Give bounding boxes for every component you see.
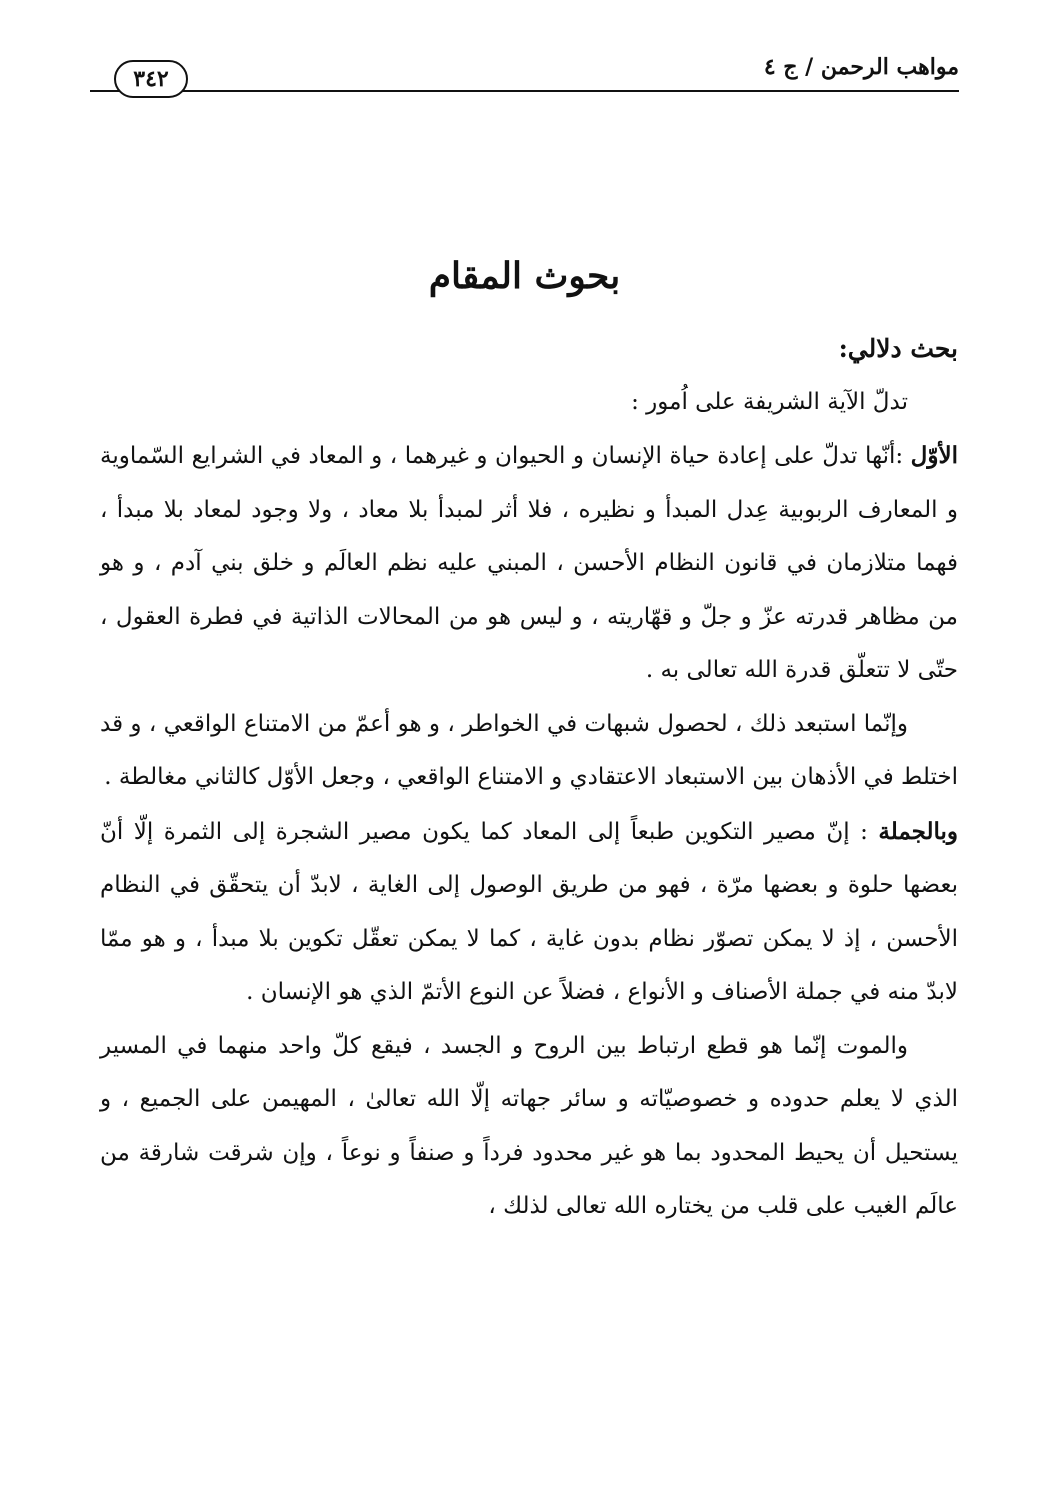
page-number: ٣٤٢ bbox=[114, 60, 188, 98]
paragraph-lead: وبالجملة bbox=[878, 817, 958, 845]
header-rule bbox=[90, 90, 959, 92]
paragraph-text: وإنّما استبعد ذلك ، لحصول شبهات في الخواطر ، و هو أعمّ من الامتناع الواقعي ، و قد اختلط في الأذهان بين الاستبعاد الاعتقادي و الامتناع الواقعي ، وجعل الأوّل كالثاني مغالطة . bbox=[100, 710, 958, 790]
paragraph-summary bbox=[100, 805, 958, 1020]
paragraph-text: : إنّ مصير التكوين طبعاً إلى المعاد كما يكون مصير الشجرة إلى الثمرة إلّا أنّ بعضها حلوة و بعضها مرّة ، فهو من طريق الوصول إلى الغاية ، لابدّ أن يتحقّق في النظام الأحسن ، إذ لا يمكن تصوّر نظام بدون غاية ، كما لا يمكن تعقّل تكوين بلا مبدأ ، و هو ممّا لابدّ منه في جملة الأصناف و الأنواع ، فضلاً عن النوع الأتمّ الذي هو الإنسان . bbox=[100, 818, 958, 1005]
paragraph-text: :أنّها تدلّ على إعادة حياة الإنسان و الحيوان و غيرهما ، و المعاد في الشرايع السّماوية و المعارف الربوبية عِدل المبدأ و نظيره ، فلا أثر لمبدأ بلا معاد ، ولا وجود لمعاد بلا مبدأ ، فهما متلازمان في قانون النظام الأحسن ، المبني عليه نظم العالَم و خلق بني آدم ، و هو من مظاهر قدرته عزّ و جلّ و قهّاريته ، و ليس هو من المحالات الذاتية في فطرة العقول ، حتّى لا تتعلّق قدرة الله تعالى به . bbox=[100, 443, 958, 683]
paragraph-text: تدلّ الآية الشريفة على اُمور : bbox=[631, 388, 908, 415]
section-title: بحوث المقام bbox=[428, 255, 621, 297]
subheading: بحث دلالي: bbox=[838, 334, 958, 363]
running-title: مواهب الرحمن / ج ٤ bbox=[763, 54, 959, 80]
paragraph-text: والموت إنّما هو قطع ارتباط بين الروح و الجسد ، فيقع كلّ واحد منهما في المسير الذي لا يعلم حدوده و خصوصيّاته و سائر جهاته إلّا الله تعالىٰ ، المهيمن على الجميع ، و يستحيل أن يحيط المحدود بما هو غير محدود فرداً و صنفاً و نوعاً ، وإن شرقت شارقة من عالَم الغيب على قلب من يختاره الله تعالى لذلك ، bbox=[100, 1032, 958, 1219]
paragraph-intro bbox=[100, 376, 958, 430]
paragraph-first bbox=[100, 429, 958, 698]
paragraph-death bbox=[100, 1020, 958, 1234]
page-header bbox=[90, 40, 959, 100]
body-text bbox=[100, 322, 958, 1234]
paragraph-istibaad bbox=[100, 698, 958, 805]
paragraph-lead: الأوّل bbox=[910, 442, 958, 469]
